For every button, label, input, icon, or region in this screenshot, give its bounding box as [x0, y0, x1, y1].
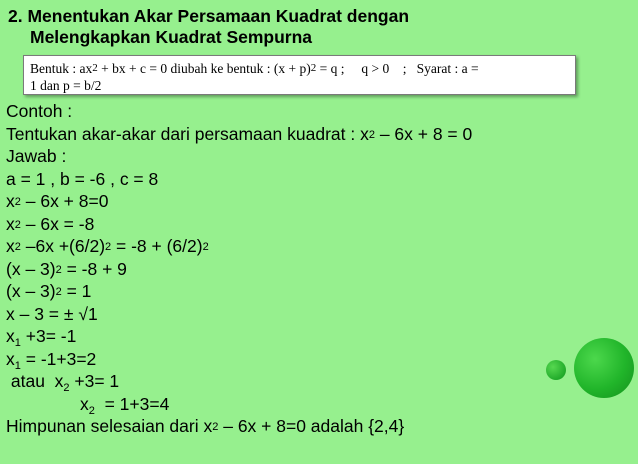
form-box — [23, 55, 576, 95]
solution-set: Himpunan selesaian dari $x^2 - 6x + 8=0$ adalah {2,4} — [6, 416, 405, 436]
contoh-label: Contoh : — [6, 101, 73, 121]
step-6: x – 3 = ± √1 — [6, 303, 98, 324]
step-9: atau $x_2 +3= 1$ — [6, 371, 120, 394]
decorative-circle-small — [546, 360, 566, 380]
step-2: $x^2 - 6x = -8$ — [6, 213, 95, 234]
box-line-2: 1 dan p = b/2 — [30, 78, 102, 93]
slide-title — [8, 6, 409, 48]
step-8: $x_1 = -1+3=2$ — [6, 348, 97, 372]
decorative-circle-large — [574, 338, 634, 398]
jawab-label: Jawab : — [6, 146, 67, 166]
step-1: $x^2 - 6x + 8=0$ — [6, 191, 109, 211]
box-line-1: Bentuk : $ax^2$ + bx + c = 0 diubah ke bentuk : $(x + p)^2 = q$ ; q > 0 ; Syarat : a = — [30, 61, 479, 76]
step-10: $x_2 = 1+3=4$ — [80, 393, 170, 417]
step-7: $x_1 +3= -1$ — [6, 326, 77, 349]
title-line-1: 2. Menentukan Akar Persamaan Kuadrat dengan — [8, 6, 410, 26]
step-4: (x – 3)$^2$ = -8 + 9 — [6, 258, 127, 279]
problem-statement: Tentukan akar-akar dari persamaan kuadrat : $x^2 - 6x + 8 = 0$ — [6, 123, 473, 144]
step-5: (x – 3)$^2$ = 1 — [6, 281, 92, 301]
coefficients: a = 1 , b = -6 , c = 8 — [6, 168, 159, 189]
solution-text — [6, 100, 472, 438]
step-3: $x^2$ $-6x +(6/2)^2 = -8 + (6/2)^2$ — [6, 236, 209, 256]
title-line-2: Melengkapkan Kuadrat Sempurna — [30, 27, 313, 47]
